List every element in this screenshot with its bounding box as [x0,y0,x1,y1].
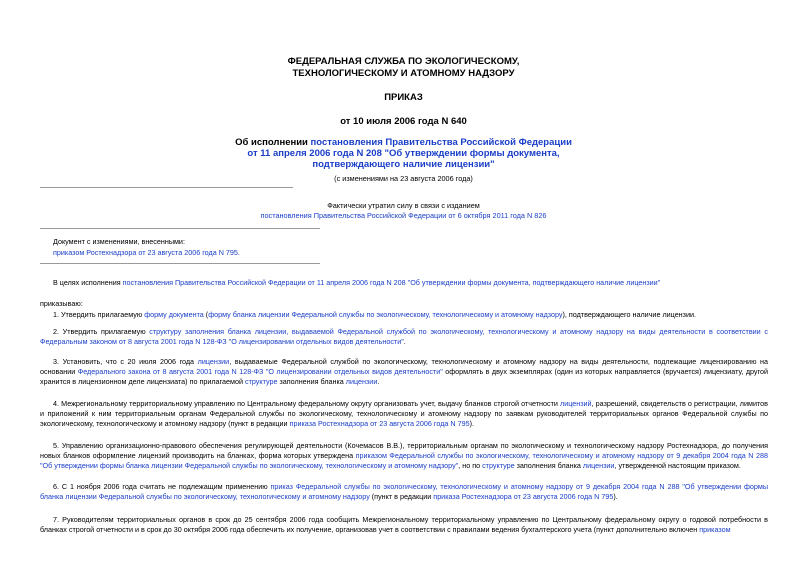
document-type: ПРИКАЗ [384,92,423,103]
item-3-text-e: . [377,377,380,387]
changes-box-bottom-line [40,263,320,264]
item-4-text-a: 4. Межрегиональному территориальному управлению по Центральному федеральному округу организовать учет, выдачу бланков строгой отчетности [53,399,561,408]
item-5-link-structure[interactable]: структуре [482,461,515,471]
item-2-link-structure[interactable]: структуру заполнения бланка лицензии, выдаваемой Федеральной службой по экологическому, технологическому и атомному надзору на виды деятельности в соответствии с Федеральным законом от 8 августа 2001 года N 128-ФЗ "О лицензировании отдельных видов деятельности" [40,327,768,347]
item-1-text-b: ( [203,310,209,319]
item-6-text-c: ). [613,492,618,502]
item-3-text-c: оформлять в двух экземплярах (один из которых направляется (вручается) лицензиату, другой хранится в лицензионном деле лицензиата) по прилагаемой [40,367,769,387]
item-5-link-order-288[interactable]: приказом Федеральной службы по экологическому, технологическому и атомному надзору от 9 декабря 2004 года N 288 "Об утверждении формы бланка лицензии Федеральной службы по экологическому, технологическому и атомному надзору" [40,451,768,471]
intro-paragraph [53,278,783,288]
void-note-link[interactable]: постановления Правительства Российской Федерации от 6 октября 2011 года N 826 [260,211,547,220]
item-3-text-b: , выдаваемые Федеральной службой по экологическому, технологическому и атомному надзору на виды деятельности, подлежащие лицензированию на основании [40,357,768,377]
order-word: приказываю: [40,299,83,308]
item-1-text-c: ), подтверждающего наличие лицензии. [562,310,696,319]
item-5-text-d: , утвержденной настоящим приказом. [614,461,741,471]
item-6 [40,482,768,502]
document-subject-line3 [0,159,807,171]
changes-box-top-line [40,228,320,229]
item-3-link-structure[interactable]: структуре [244,377,278,387]
changes-box-text: Документ с изменениями, внесенными: [53,237,185,246]
item-2 [40,327,768,347]
changes-box-link-line [53,248,453,258]
item-5-text-b: , но по [458,461,483,471]
intro-link[interactable]: постановления Правительства Российской Федерации от 11 апреля 2006 года N 208 "Об утверждении формы документа, подтверждающего наличие лицензии" [122,278,661,287]
item-6-text-a: 6. С 1 ноября 2006 года считать не подлежащим применению [53,482,271,491]
void-note-line [0,211,807,221]
item-4-text-c: ). [469,419,474,429]
item-7 [40,515,768,535]
item-3-link-licenses[interactable]: лицензии [197,357,230,366]
item-3-link-federal-law[interactable]: Федерального закона от 8 августа 2001 года N 128-ФЗ "О лицензировании отдельных видов деятельности" [77,367,443,377]
intro-prefix: В целях исполнения [53,278,123,287]
item-4-link-order-795[interactable]: приказа Ростехнадзора от 23 августа 2006 года N 795 [289,419,470,429]
subject-prefix: Об исполнении [235,137,311,148]
item-3-text-a: 3. Установить, что с 20 июля 2006 года [53,357,198,366]
agency-name-line2: ТЕХНОЛОГИЧЕСКОМУ И АТОМНОМУ НАДЗОРУ [292,68,515,79]
changes-box-link[interactable]: приказом Ростехнадзора от 23 августа 2006 года N 795. [53,248,240,257]
item-4-link-licenses[interactable]: лицензий [560,399,592,408]
item-6-text-b: (пункт в редакции [369,492,434,502]
divider-line [40,187,293,188]
item-1 [53,310,783,320]
subject-link-line1[interactable]: постановления Правительства Российской Федерации [310,137,572,148]
item-3-link-license[interactable]: лицензии [345,377,378,387]
subject-link-line3[interactable]: подтверждающего наличие лицензии" [312,159,495,170]
item-4-text-b: , разрешений, свидетельств о регистрации, лимитов и приложений к ним территориальным органам Федеральной службы по экологическому, технологическому и атомному надзору по заявкам руководителей территориальных органов Федеральной службы по экологическому, технологическому и атомному надзору (пункт в редакции [40,399,768,429]
item-6-link-order-288[interactable]: приказ Федеральной службы по экологическому, технологическому и атомному надзору от 9 декабря 2004 года N 288 "Об утверждении формы бланка лицензии Федеральной службы по экологическому, технологическому и атомному надзору [40,482,769,502]
void-note-text: Фактически утратил силу в связи с изданием [327,201,480,210]
item-5-text-c: заполнения бланка [514,461,583,471]
agency-name-line1: ФЕДЕРАЛЬНАЯ СЛУЖБА ПО ЭКОЛОГИЧЕСКОМУ, [287,56,520,67]
item-1-link-form[interactable]: форму документа [144,310,204,319]
amendments-note: (с изменениями на 23 августа 2006 года) [334,174,473,183]
item-7-link-order[interactable]: приказом [699,525,731,535]
item-6-link-order-795[interactable]: приказа Ростехнадзора от 23 августа 2006 года N 795 [433,492,614,502]
item-1-link-blank[interactable]: форму бланка лицензии Федеральной службы по экологическому, технологическому и атомному надзору [208,310,563,319]
item-4 [40,399,768,430]
item-5-text-a: 5. Управлению организационно-правового обеспечения регулирующей деятельности (Кочемасов В.В.), территориальным органам по экологическому и технологическому надзору Ростехнадзора, до получения новых бланков оформление лицензий производить на бланках, форма которых утверждена [40,441,768,461]
document-date: от 10 июля 2006 года N 640 [340,116,467,127]
item-5-link-license[interactable]: лицензии [582,461,615,471]
item-2-text-b: . [403,337,406,347]
item-2-text-a: 2. Утвердить прилагаемую [53,327,150,336]
item-1-text-a: 1. Утвердить прилагаемую [53,310,145,319]
item-5 [40,441,768,472]
item-3 [40,357,768,388]
item-3-text-d: заполнения бланка [277,377,346,387]
subject-link-line2[interactable]: от 11 апреля 2006 года N 208 "Об утверждении формы документа, [247,148,560,159]
item-7-text-a: 7. Руководителям территориальных органов в срок до 25 сентября 2006 года сообщить Межрегиональному территориальному управлению по Центральному федеральному округу о годовой потребности в бланках строгой отчетности и в срок до 30 октября 2006 года обеспечить их получение, организовав учет в соответствии с правилами ведения бухгалтерского учета (пункт дополнительно включен [40,515,768,535]
